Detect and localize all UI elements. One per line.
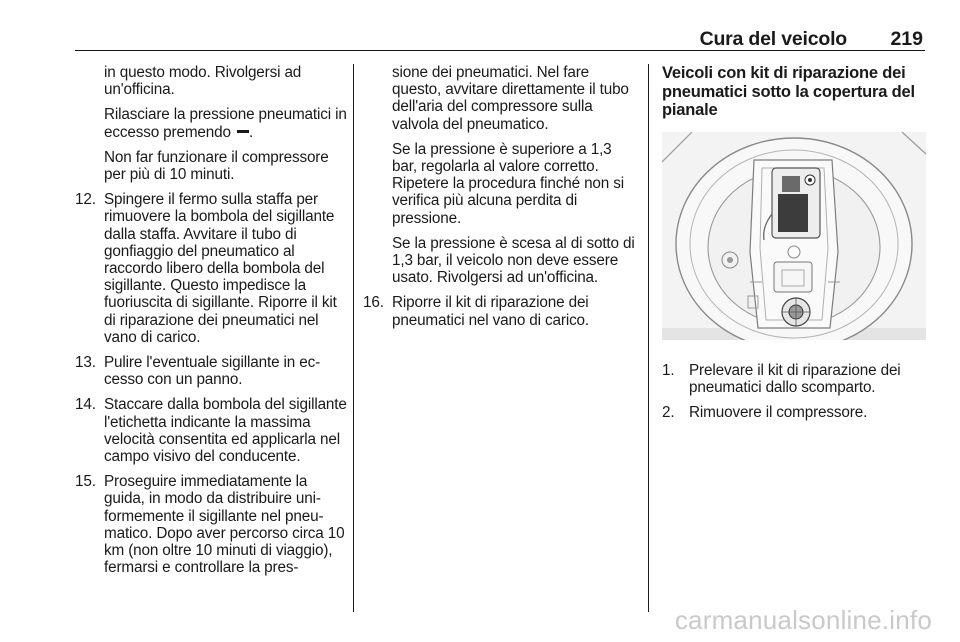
list-item <box>75 191 351 346</box>
list-item <box>75 396 351 465</box>
paragraph <box>75 106 351 140</box>
list-number: 16. <box>363 294 384 312</box>
paragraph: in questo modo. Rivolgersi ad un'officina. <box>104 64 302 99</box>
paragraph: Non far funzionare il compressore per più di 10 minuti. <box>104 148 329 184</box>
list-number: 13. <box>75 354 96 372</box>
section-heading: Veicoli con kit di riparazione dei pneumatici sotto la copertura del pianale <box>662 64 915 119</box>
watermark: carmanualsonline.info <box>674 605 932 635</box>
list-text: Proseguire immediatamente la guida, in modo da distribuire uniformemente il sigillante nel pneumatico. Dopo aver percorso circa 10 km (non oltre 10 minuti di viaggio), fermarsi e controllare la pres- <box>104 473 345 577</box>
page-header <box>75 26 925 51</box>
list-item <box>662 404 928 421</box>
list-text: Rimuovere il compressore. <box>689 403 868 421</box>
list-item <box>363 294 637 328</box>
list-text: Staccare dalla bombola del sigillante l'etichetta indicante la massima velocità consentita ed applicarla nel campo visivo del conducente. <box>104 396 347 466</box>
list-number: 15. <box>75 473 96 491</box>
section-title: Cura del veicolo <box>699 28 847 50</box>
tyre-repair-kit-figure <box>662 132 926 340</box>
list-number: 1. <box>662 361 675 379</box>
list-text: Spingere il fermo sulla staffa per rimuovere la bombola del sigillante dalla staffa. Avvitare il tubo di gonfiaggio del pneumatico al raccordo libero della bombola del sigillante. Questo impedisce la fuoriuscita di sigillante. Riporre il kit di riparazione dei pneumatici nel vano di carico. <box>104 191 337 346</box>
list-text: Prelevare il kit di riparazione dei pneumatici dallo scomparto. <box>689 361 901 396</box>
page-number: 219 <box>890 28 923 50</box>
text-column-2 <box>363 64 637 337</box>
list-text: Pulire l'eventuale sigillante in eccesso con un panno. <box>104 354 321 389</box>
list-text: Riporre il kit di riparazione dei pneumatici nel vano di carico. <box>392 294 590 329</box>
list-number: 2. <box>662 403 675 421</box>
paragraph: sione dei pneumatici. Nel fare questo, avvitare direttamente il tubo dell'aria del compressore sulla valvola del pneumatico. <box>392 64 629 133</box>
paragraph: Se la pressione è scesa al di sotto di 1,3 bar, il veicolo non deve essere usato. Rivolgersi ad un'officina. <box>392 234 635 287</box>
text-column-3 <box>662 64 928 429</box>
tyre-well-illustration <box>662 132 926 340</box>
list-number: 12. <box>75 191 96 209</box>
paragraph-text: . <box>248 123 254 141</box>
list-item <box>75 354 351 388</box>
list-item <box>662 362 928 396</box>
list-number: 14. <box>75 396 96 414</box>
minus-button-icon <box>237 130 249 133</box>
paragraph-text: Rilasciare la pressione pneumatici in eccesso premendo <box>104 106 347 141</box>
list-item <box>75 473 351 576</box>
column-divider <box>648 64 649 612</box>
text-column-1 <box>75 64 351 584</box>
column-divider <box>353 64 354 612</box>
paragraph: Se la pressione è superiore a 1,3 bar, regolarla al valore corretto. Ripetere la procedura finché non si verifica più alcuna perdita di pressione. <box>392 140 624 227</box>
